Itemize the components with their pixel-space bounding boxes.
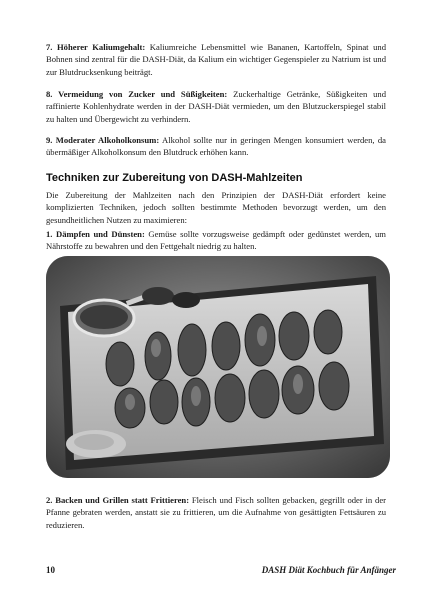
page-number: 10 xyxy=(46,565,55,575)
list-item-text: Alkohol sollte nur in geringen Mengen konsumiert werden, da übermäßiger Alkoholkonsum den Blutdruck erhöhen kann. xyxy=(46,135,386,158)
list-item-title: 8. Vermeidung von Zucker und Süßigkeiten: xyxy=(46,89,228,99)
list-item-8 xyxy=(46,88,386,125)
technique-title: 2. Backen und Grillen statt Frittieren: xyxy=(46,495,190,505)
running-footer-title: DASH Diät Kochbuch für Anfänger xyxy=(261,565,396,575)
grilled-food-photo xyxy=(46,256,390,478)
list-item-title: 9. Moderater Alkoholkonsum: xyxy=(46,135,160,145)
technique-2 xyxy=(46,494,386,531)
list-item-text: Zuckerhaltige Getränke, Süßigkeiten und raffinierte Kohlenhydrate werden in der DASH-Diät vermieden, um den Blutzuckerspiegel stabil zu halten und Übergewicht zu verhindern. xyxy=(46,89,386,124)
technique-text: Fleisch und Fisch sollten gebacken, gegrillt oder in der Pfanne gebraten werden, anstatt sie zu frittieren, um die Aufnahme von gesättigten Fettsäuren zu reduzieren. xyxy=(46,495,386,530)
list-item-7 xyxy=(46,41,386,78)
section-intro: Die Zubereitung der Mahlzeiten nach den Prinzipien der DASH-Diät erfordert keine komplizierten Techniken, jedoch sollten bestimmte Methoden bevorzugt werden, um den gesundheitlichen Nutzen zu maximieren: xyxy=(46,190,386,225)
list-item-title: 7. Höherer Kaliumgehalt: xyxy=(46,42,146,52)
section-heading: Techniken zur Zubereitung von DASH-Mahlzeiten xyxy=(46,172,303,184)
technique-1 xyxy=(46,228,386,253)
technique-title: 1. Dämpfen und Dünsten: xyxy=(46,229,145,239)
list-item-text: Kaliumreiche Lebensmittel wie Bananen, Kartoffeln, Spinat und Bohnen sind zentral für die DASH-Diät, da Kalium ein wichtiger Gegenspieler zu Natrium ist und zur Blutdrucksenkung beiträgt. xyxy=(46,42,386,77)
technique-text: Gemüse sollte vorzugsweise gedämpft oder gedünstet werden, um Nährstoffe zu bewahren und den Fettgehalt niedrig zu halten. xyxy=(46,229,386,252)
list-item-9 xyxy=(46,134,386,159)
